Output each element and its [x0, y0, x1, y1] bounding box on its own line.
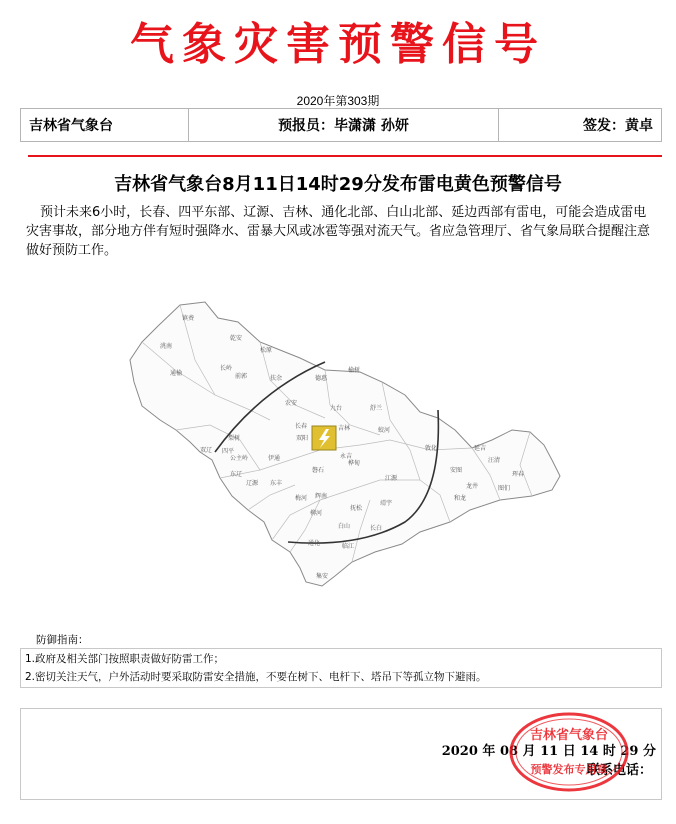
page-title: 气象灾害预警信号: [130, 19, 546, 70]
map-place-label: 和龙: [454, 495, 467, 502]
map-place-label: 敦化: [425, 445, 438, 452]
issue-time: 2020 年 08 月 11 日 14 时 29 分: [441, 744, 656, 759]
official-seal: [508, 711, 630, 793]
map-place-label: 龙井: [466, 483, 479, 490]
map-place-label: 榆树: [348, 367, 361, 374]
issue-number: 2020年第303期: [296, 94, 380, 108]
map-place-label: 吉林: [338, 425, 351, 432]
map-place-label: 通榆: [170, 370, 183, 377]
map-place-label: 白山: [338, 523, 351, 530]
signed-by: 签发：黄卓: [583, 118, 653, 134]
warning-headline: 吉林省气象台8月11日14时29分发布雷电黄色预警信号: [114, 174, 562, 195]
map-place-label: 图们: [498, 485, 511, 492]
map-place-label: 农安: [285, 400, 298, 407]
map-place-label: 长春: [295, 423, 308, 430]
map-place-label: 梨树: [228, 435, 241, 442]
map-place-label: 汪清: [488, 457, 501, 464]
map-place-label: 舒兰: [370, 405, 383, 412]
map-place-label: 延吉: [474, 445, 487, 452]
map-place-label: 洮南: [160, 343, 173, 350]
info-bar: [20, 108, 662, 142]
issuer-name: 吉林省气象台: [21, 109, 189, 141]
map-place-label: 四平: [222, 448, 235, 455]
map-place-label: 通化: [308, 540, 321, 547]
map-place-label: 辉南: [315, 493, 328, 500]
map-place-label: 安图: [450, 467, 463, 474]
warning-icon: [312, 426, 336, 450]
map-place-label: 蛟河: [378, 427, 391, 434]
map-place-label: 桦甸: [348, 460, 361, 467]
map-place-label: 德惠: [315, 375, 328, 382]
map-place-label: 梅河: [295, 495, 308, 502]
warning-body: 预计未来6小时，长春、四平东部、辽源、吉林、通化北部、白山北部、延边西部有雷电，可能会造成雷电灾害事故，部分地方伴有短时强降水、雷暴大风或冰雹等强对流天气。省应急管理厅、省气象局联合提醒注意做好预防工作。: [26, 205, 651, 258]
map-place-label: 长岭: [220, 365, 233, 372]
map-place-label: 辽源: [246, 480, 259, 487]
map-place-label: 公主岭: [230, 455, 249, 462]
map-place-label: 永吉: [340, 453, 353, 460]
map-place-label: 珲春: [512, 471, 525, 478]
map-place-label: 扶余: [270, 375, 283, 382]
map-place-label: 靖宇: [380, 500, 393, 507]
map-place-label: 东辽: [230, 471, 243, 478]
map-place-label: 乾安: [230, 335, 243, 342]
map-place-label: 伊通: [268, 455, 281, 462]
map-place-label: 柳河: [310, 510, 323, 517]
map-place-label: 磐石: [312, 467, 325, 474]
contact-label: 联系电话：: [586, 763, 652, 778]
divider: [28, 155, 662, 157]
map-place-label: 江源: [385, 475, 398, 482]
guidance-item: 1.政府及相关部门按照职责做好防雷工作；: [25, 653, 225, 665]
map-place-label: 集安: [316, 573, 329, 580]
map-place-label: 临江: [342, 543, 355, 550]
map-place-label: 九台: [330, 405, 343, 412]
seal-text-top: 吉林省气象台: [529, 728, 609, 743]
guidance-box: [20, 648, 662, 688]
forecasters: 预报员：毕潇潇 孙妍: [189, 109, 499, 141]
guidance-title: 防御指南：: [36, 634, 89, 646]
seal-text-bottom: 预警发布专用章: [530, 763, 608, 776]
map-place-label: 东丰: [270, 480, 283, 487]
map-place-label: 长白: [370, 525, 383, 532]
province-map: [120, 300, 570, 600]
map-place-label: 松原: [260, 347, 273, 354]
guidance-item: 2.密切关注天气，户外活动时要采取防雷安全措施，不要在树下、电杆下、塔吊下等孤立物下避雨。: [25, 671, 487, 683]
map-place-label: 抚松: [350, 505, 363, 512]
map-place-label: 双阳: [296, 435, 309, 442]
map-place-label: 前郭: [235, 373, 248, 380]
map-place-label: 双辽: [200, 447, 213, 454]
map-place-label: 镇赉: [182, 315, 195, 322]
